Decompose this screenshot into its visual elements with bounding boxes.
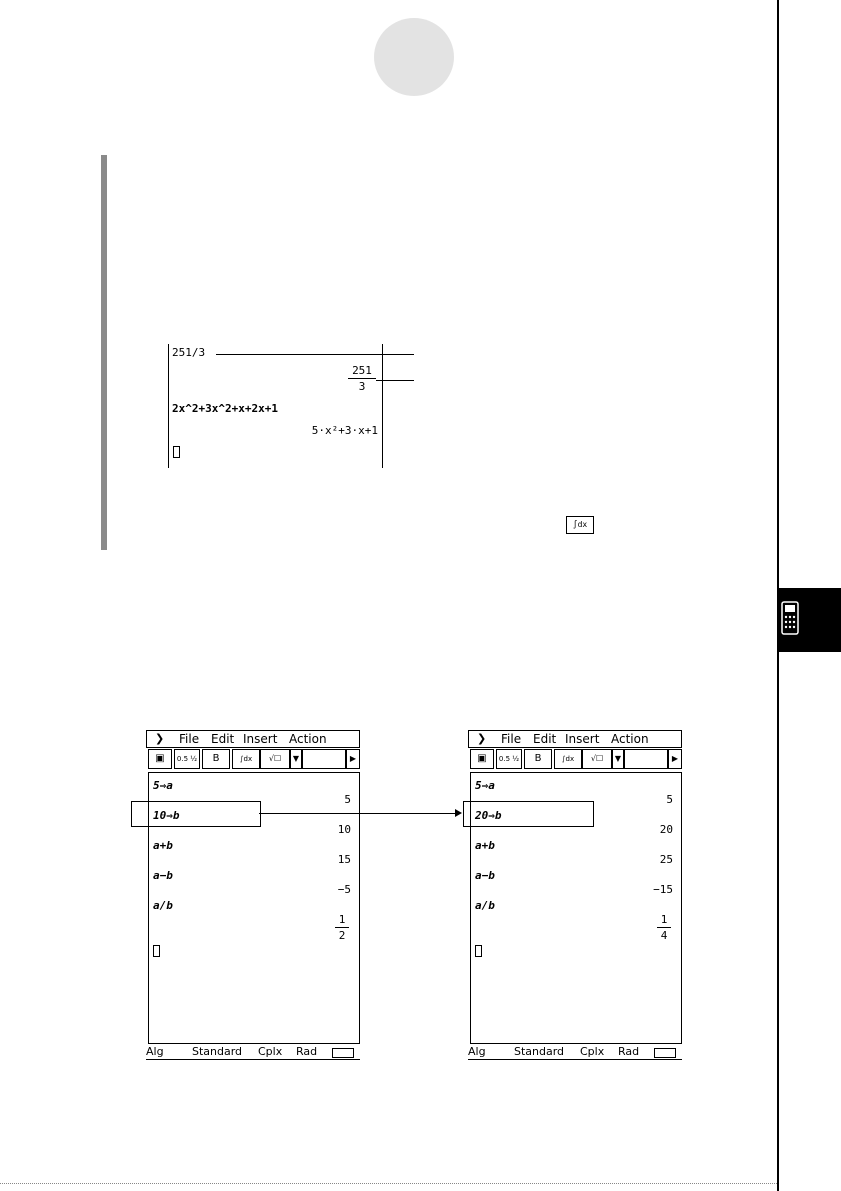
status-angle[interactable]: Rad xyxy=(618,1045,640,1058)
simplify-icon[interactable]: ∫dx xyxy=(554,749,582,769)
page-number-circle xyxy=(374,18,454,96)
status-complex[interactable]: Cplx xyxy=(580,1045,605,1058)
status-mode[interactable]: Alg xyxy=(468,1045,486,1058)
result-line: 5 xyxy=(666,793,673,806)
input-line-1: 251/3 xyxy=(172,346,206,359)
text-cursor xyxy=(173,446,180,458)
menu-file[interactable]: File xyxy=(501,732,522,746)
input-line-2: 2x^2+3x^2+x+2x+1 xyxy=(172,402,278,415)
work-area-left-border xyxy=(168,344,169,468)
expr-line: a−b xyxy=(475,869,495,882)
fraction-bar xyxy=(657,927,671,928)
menu-file[interactable]: File xyxy=(179,732,200,746)
calculator-screen-2 xyxy=(468,730,684,1060)
result-line: 25 xyxy=(659,853,673,866)
simplify-icon: ∫dx xyxy=(566,516,594,534)
toolbar xyxy=(146,749,360,769)
menu-insert[interactable]: Insert xyxy=(565,732,600,746)
toolbar-blank-slot xyxy=(302,749,346,769)
result-fraction xyxy=(657,913,671,942)
bottom-dotted-rule xyxy=(0,1183,777,1184)
status-complex[interactable]: Cplx xyxy=(258,1045,283,1058)
toolbar xyxy=(468,749,682,769)
text-cursor xyxy=(475,945,482,957)
battery-icon xyxy=(332,1048,354,1058)
expr-line: 5⇒a xyxy=(153,779,173,792)
dropdown-icon[interactable]: ▼ xyxy=(612,749,624,769)
menu-action[interactable]: Action xyxy=(611,732,649,746)
highlight-box-right xyxy=(463,801,594,827)
bold-button[interactable]: B xyxy=(202,749,230,769)
status-format[interactable]: Standard xyxy=(514,1045,565,1058)
menu-action[interactable]: Action xyxy=(289,732,327,746)
sqrt-icon[interactable]: √☐ xyxy=(260,749,290,769)
transition-arrow-head xyxy=(455,809,462,817)
result-fraction-1 xyxy=(348,364,376,393)
expr-line: a+b xyxy=(475,839,495,852)
status-mode[interactable]: Alg xyxy=(146,1045,164,1058)
menu-chevron-icon[interactable]: ❯ xyxy=(155,732,165,745)
leader-line-1 xyxy=(216,354,414,355)
work-area-right-border xyxy=(382,344,383,468)
transition-arrow-line xyxy=(259,813,455,814)
section-sidebar-rule xyxy=(101,155,107,550)
save-icon[interactable]: ▣ xyxy=(148,749,172,769)
expr-line: a/b xyxy=(475,899,495,912)
fraction-bar xyxy=(335,927,349,928)
fraction-denominator: 2 xyxy=(338,929,346,942)
menu-chevron-icon[interactable]: ❯ xyxy=(477,732,487,745)
scroll-right-icon[interactable]: ▶ xyxy=(668,749,682,769)
save-icon[interactable]: ▣ xyxy=(470,749,494,769)
result-line: 10 xyxy=(337,823,351,836)
fraction-decimal-icon[interactable]: 0.5 ½ xyxy=(174,749,200,769)
menu-edit[interactable]: Edit xyxy=(211,732,235,746)
result-line: 20 xyxy=(659,823,673,836)
expr-line: a−b xyxy=(153,869,173,882)
expr-line: 5⇒a xyxy=(475,779,495,792)
status-angle[interactable]: Rad xyxy=(296,1045,318,1058)
expr-line: a+b xyxy=(153,839,173,852)
fraction-numerator: 251 xyxy=(352,364,372,377)
chapter-tab xyxy=(779,588,841,652)
menu-bar xyxy=(468,730,682,748)
example-work-area xyxy=(168,344,384,468)
toolbar-blank-slot xyxy=(624,749,668,769)
menu-bar xyxy=(146,730,360,748)
leader-line-2 xyxy=(376,380,414,381)
menu-edit[interactable]: Edit xyxy=(533,732,557,746)
text-cursor xyxy=(153,945,160,957)
fraction-numerator: 1 xyxy=(338,913,346,926)
calculator-icon xyxy=(779,588,841,652)
fraction-decimal-icon[interactable]: 0.5 ½ xyxy=(496,749,522,769)
result-line: −15 xyxy=(653,883,673,896)
result-line: 15 xyxy=(337,853,351,866)
status-bar xyxy=(146,1045,360,1060)
fraction-numerator: 1 xyxy=(660,913,668,926)
battery-icon xyxy=(654,1048,676,1058)
menu-insert[interactable]: Insert xyxy=(243,732,278,746)
expr-line[interactable]: 10⇒b xyxy=(153,809,180,822)
status-format[interactable]: Standard xyxy=(192,1045,243,1058)
simplify-icon[interactable]: ∫dx xyxy=(232,749,260,769)
sqrt-icon[interactable]: √☐ xyxy=(582,749,612,769)
fraction-denominator: 3 xyxy=(358,380,366,393)
fraction-denominator: 4 xyxy=(660,929,668,942)
fraction-bar xyxy=(348,378,376,379)
scroll-right-icon[interactable]: ▶ xyxy=(346,749,360,769)
result-line: 5 xyxy=(344,793,351,806)
result-fraction xyxy=(335,913,349,942)
result-line-2: 5·x²+3·x+1 xyxy=(311,424,378,437)
bold-button[interactable]: B xyxy=(524,749,552,769)
highlight-box-left xyxy=(131,801,261,827)
dropdown-icon[interactable]: ▼ xyxy=(290,749,302,769)
status-bar xyxy=(468,1045,682,1060)
expr-line[interactable]: 20⇒b xyxy=(475,809,502,822)
calculator-screen-1 xyxy=(146,730,362,1060)
expr-line: a/b xyxy=(153,899,173,912)
result-line: −5 xyxy=(337,883,351,896)
